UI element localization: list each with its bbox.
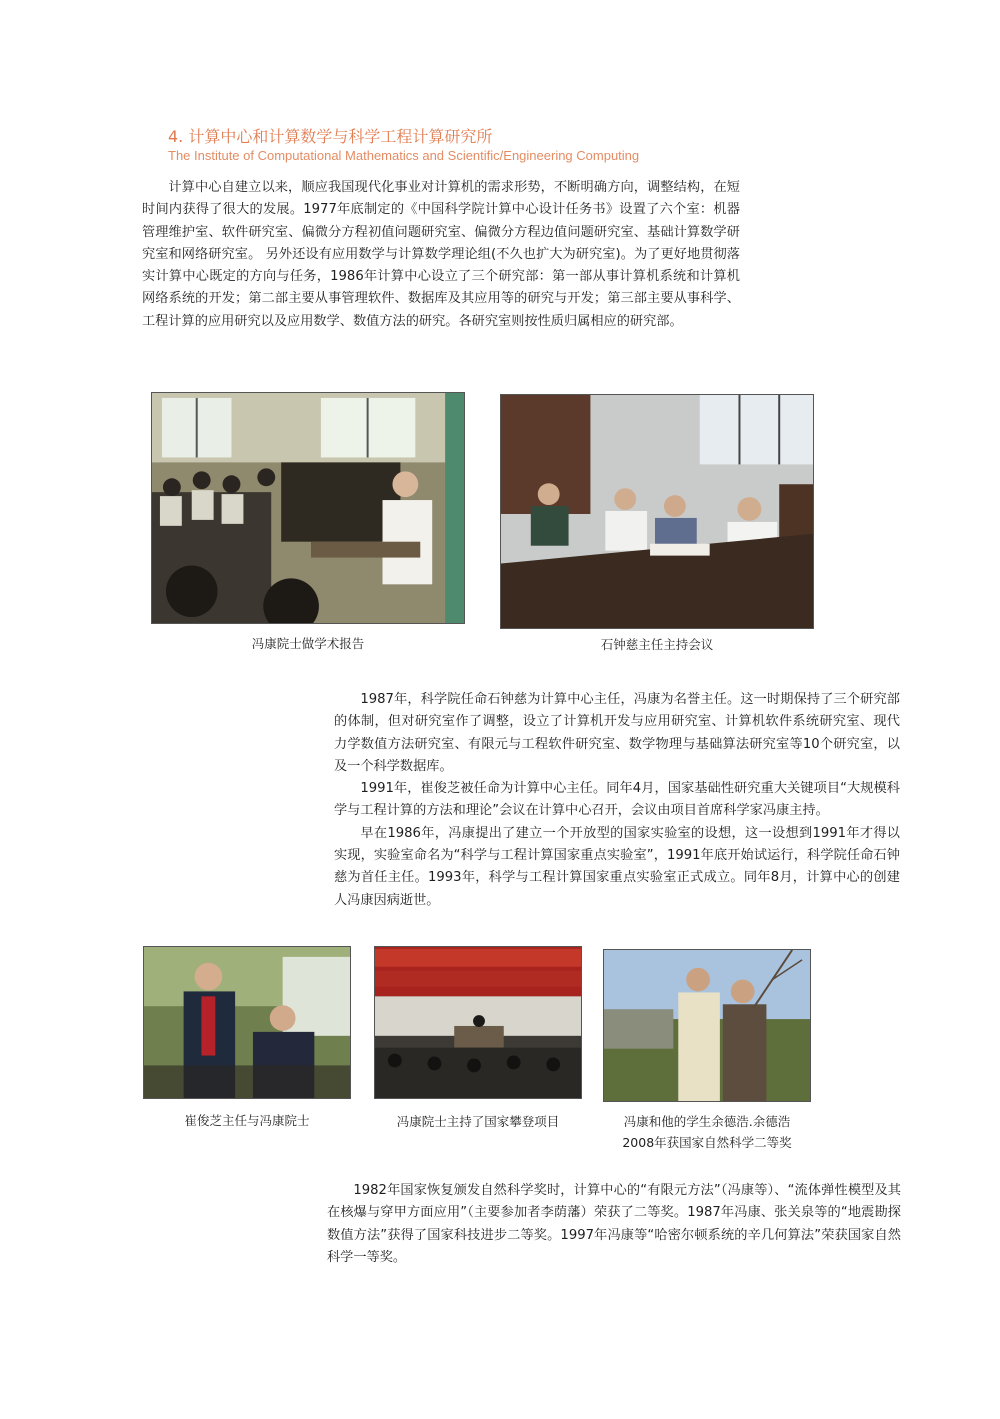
photo-lecture-caption: 冯康院士做学术报告 [251, 636, 365, 651]
section-title: 4. 计算中心和计算数学与科学工程计算研究所 [168, 127, 493, 146]
photo-meeting [500, 394, 814, 629]
section-subtitle: The Institute of Computational Mathematics and Scientific/Engineering Computing [168, 148, 640, 163]
photo-feng-yu [603, 949, 811, 1102]
photo-climbing-project-caption: 冯康院士主持了国家攀登项目 [396, 1114, 560, 1129]
photo-lecture-image [152, 393, 464, 623]
photo-climbing-project [374, 946, 582, 1099]
photo-feng-yu-caption [589, 1111, 825, 1153]
photo-lecture [151, 392, 465, 624]
photo-meeting-image [501, 395, 813, 628]
photo-feng-yu-caption-line2: 2008年获国家自然科学二等奖 [622, 1135, 792, 1150]
paragraph-1991: 1991年，崔俊芝被任命为计算中心主任。同年4月，国家基础性研究重大关键项目“大规模科学与工程计算的方法和理论”会议在计算中心召开，会议由项目首席科学家冯康主持。 [334, 781, 900, 819]
intro-text-block [142, 177, 740, 333]
middle-text-block [334, 689, 900, 912]
photo-climbing-project-image [375, 947, 581, 1098]
closing-paragraph: 1982年国家恢复颁发自然科学奖时，计算中心的“有限元方法”（冯康等）、“流体弹性模型及其在核爆与穿甲方面应用”（主要参加者李荫藩）荣获了二等奖。1987年冯康、张关泉等的“地震勘探数值方法”获得了国家科技进步二等奖。1997年冯康等“哈密尔顿系统的辛几何算法”荣获国家自然科学一等奖。 [327, 1183, 901, 1265]
photo-cui-feng-caption: 崔俊芝主任与冯康院士 [184, 1113, 310, 1128]
intro-paragraph: 计算中心自建立以来，顺应我国现代化事业对计算机的需求形势，不断明确方向，调整结构，在短时间内获得了很大的发展。1977年底制定的《中国科学院计算中心设计任务书》设置了六个室：机器管理维护室、软件研究室、偏微分方程初值问题研究室、偏微分方程边值问题研究室、基础计算数学研究室和网络研究室。 另外还设有应用数学与计算数学理论组(不久也扩大为研究室)。为了更好地贯彻落实计算中心既定的方向与任务，1986年计算中心设立了三个研究部：第一部从事计算机系统和计算机网络系统的开发；第二部主要从事管理软件、数据库及其应用等的研究与开发；第三部主要从事科学、工程计算的应用研究以及应用数学、数值方法的研究。各研究室则按性质归属相应的研究部。 [142, 180, 740, 329]
photo-cui-feng [143, 946, 351, 1099]
closing-text-block [327, 1180, 901, 1269]
photo-cui-feng-image [144, 947, 350, 1098]
paragraph-1986: 早在1986年，冯康提出了建立一个开放型的国家实验室的设想，这一设想到1991年才得以实现，实验室命名为“科学与工程计算国家重点实验室”，1991年底开始试运行，科学院任命石钟慈为首任主任。1993年，科学与工程计算国家重点实验室正式成立。同年8月，计算中心的创建人冯康因病逝世。 [334, 825, 900, 908]
photo-meeting-caption: 石钟慈主任主持会议 [600, 637, 714, 652]
paragraph-1987: 1987年，科学院任命石钟慈为计算中心主任，冯康为名誉主任。这一时期保持了三个研究部的体制，但对研究室作了调整，设立了计算机开发与应用研究室、计算机软件系统研究室、现代力学数值方法研究室、有限元与工程软件研究室、数学物理与基础算法研究室等10个研究室，以及一个科学数据库。 [334, 692, 900, 774]
photo-feng-yu-caption-line1: 冯康和他的学生余德浩.余德浩 [623, 1114, 791, 1129]
photo-feng-yu-image [604, 950, 810, 1101]
